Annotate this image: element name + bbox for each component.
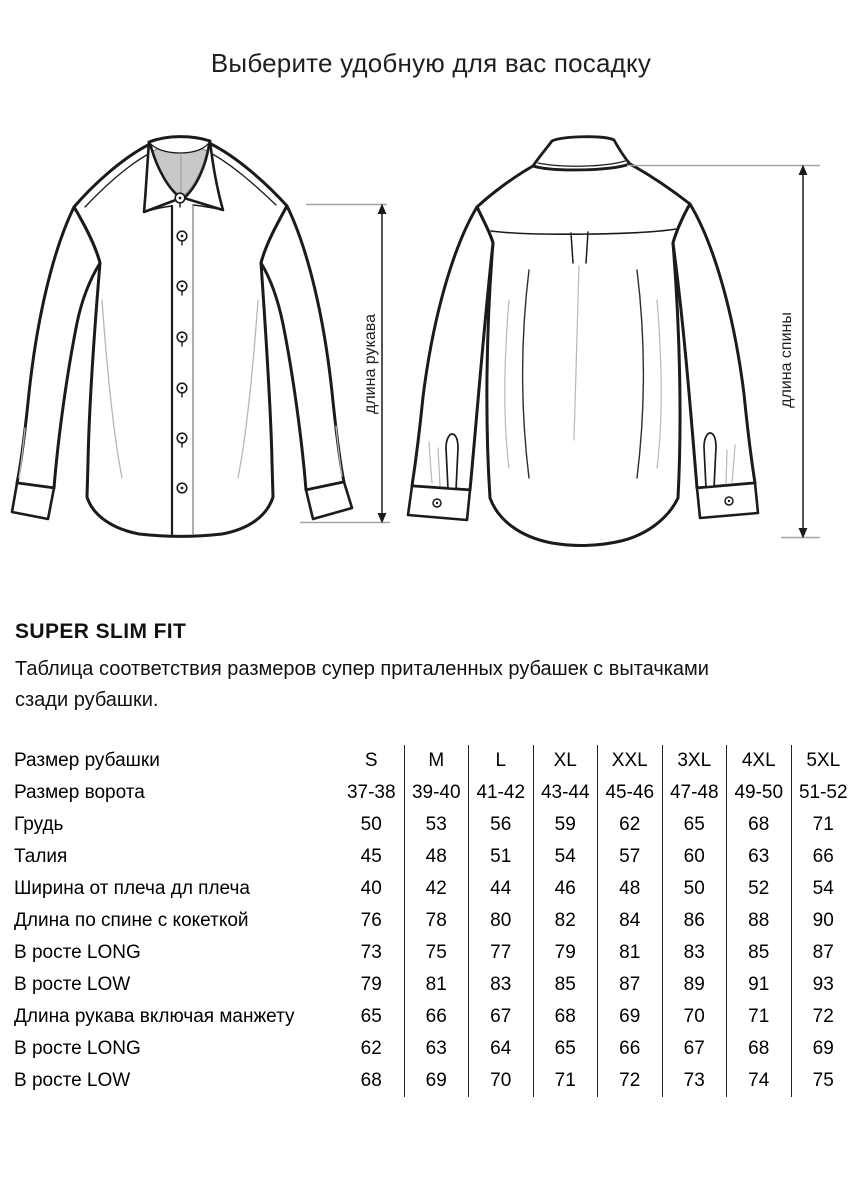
size-cell: 70: [468, 1065, 533, 1097]
table-row: [14, 1033, 855, 1065]
size-cell: 70: [662, 1001, 727, 1033]
fit-description-line1: Таблица соответствия размеров супер приталенных рубашек с вытачками: [15, 658, 709, 680]
size-cell: 77: [468, 937, 533, 969]
size-cell: 68: [726, 809, 791, 841]
size-cell: 80: [468, 905, 533, 937]
size-cell: 73: [360, 942, 382, 963]
size-cell: 62: [597, 809, 662, 841]
size-cell: 60: [662, 841, 727, 873]
front-right-cuff: [306, 482, 352, 519]
row-label: В росте LOW: [14, 1070, 131, 1091]
size-cell: 5XL: [791, 745, 856, 777]
size-cell: 3XL: [662, 745, 727, 777]
size-cell: 48: [597, 873, 662, 905]
size-cell: 40: [360, 878, 382, 899]
table-row: [14, 809, 855, 841]
size-cell: 68: [726, 1033, 791, 1065]
size-cell: 46: [533, 873, 598, 905]
size-cell: 81: [597, 937, 662, 969]
size-cell: 83: [468, 969, 533, 1001]
size-cell: 42: [404, 873, 469, 905]
size-cell: 91: [726, 969, 791, 1001]
size-cell: L: [468, 745, 533, 777]
row-label: Талия: [14, 846, 68, 867]
size-cell: 79: [533, 937, 598, 969]
size-cell: 86: [662, 905, 727, 937]
table-row: [14, 1065, 855, 1097]
size-cell: 83: [662, 937, 727, 969]
size-cell: 73: [662, 1065, 727, 1097]
table-row: [14, 905, 855, 937]
size-cell: 56: [468, 809, 533, 841]
size-cell: 66: [404, 1001, 469, 1033]
size-cell: S: [364, 750, 378, 771]
size-cell: 71: [533, 1065, 598, 1097]
table-row: [14, 777, 855, 809]
size-cell: 50: [360, 814, 382, 835]
size-cell: 4XL: [726, 745, 791, 777]
size-cell: 66: [791, 841, 856, 873]
size-cell: 45-46: [597, 777, 662, 809]
table-row: [14, 937, 855, 969]
size-cell: XXL: [597, 745, 662, 777]
shirt-front-illustration: [12, 137, 352, 537]
shirt-back-illustration: [408, 137, 758, 546]
size-cell: 76: [360, 910, 382, 931]
size-cell: 72: [791, 1001, 856, 1033]
fit-description-line2: сзади рубашки.: [15, 689, 159, 711]
size-cell: 50: [662, 873, 727, 905]
size-cell: 44: [468, 873, 533, 905]
size-cell: 41-42: [468, 777, 533, 809]
row-label: Длина рукава включая манжету: [14, 1006, 295, 1027]
row-label: Длина по спине с кокеткой: [14, 910, 249, 931]
size-cell: 87: [597, 969, 662, 1001]
sleeve-length-label: длина рукава: [362, 314, 379, 414]
size-cell: 51-52: [791, 777, 856, 809]
back-body: [477, 164, 690, 545]
size-cell: 65: [533, 1033, 598, 1065]
size-cell: 52: [726, 873, 791, 905]
front-left-cuff: [12, 483, 54, 519]
table-row: [14, 1001, 855, 1033]
size-cell: 43-44: [533, 777, 598, 809]
table-row: [14, 873, 855, 905]
table-row: [14, 969, 855, 1001]
size-cell: 54: [533, 841, 598, 873]
size-cell: 45: [360, 846, 382, 867]
size-cell: 88: [726, 905, 791, 937]
size-cell: 59: [533, 809, 598, 841]
size-cell: 57: [597, 841, 662, 873]
row-label: Ширина от плеча дл плеча: [14, 878, 250, 899]
size-cell: 87: [791, 937, 856, 969]
size-cell: 48: [404, 841, 469, 873]
size-cell: 65: [662, 809, 727, 841]
size-cell: 82: [533, 905, 598, 937]
size-cell: 47-48: [662, 777, 727, 809]
row-label: В росте LONG: [14, 1038, 141, 1059]
size-cell: 66: [597, 1033, 662, 1065]
back-left-sleeve-placket: [446, 434, 458, 490]
size-table: [14, 745, 855, 1097]
size-cell: 85: [726, 937, 791, 969]
size-cell: 79: [360, 974, 382, 995]
row-label: В росте LONG: [14, 942, 141, 963]
size-cell: 90: [791, 905, 856, 937]
size-cell: 39-40: [404, 777, 469, 809]
table-row: [14, 841, 855, 873]
size-cell: M: [404, 745, 469, 777]
row-label: Размер ворота: [14, 782, 145, 803]
size-cell: 67: [468, 1001, 533, 1033]
size-cell: 71: [791, 809, 856, 841]
size-cell: 68: [360, 1070, 382, 1091]
size-cell: 78: [404, 905, 469, 937]
fit-heading: SUPER SLIM FIT: [15, 620, 187, 643]
page-title: Выберите удобную для вас посадку: [210, 48, 652, 78]
size-cell: 75: [791, 1065, 856, 1097]
size-cell: 37-38: [346, 782, 396, 803]
row-label: В росте LOW: [14, 974, 131, 995]
back-length-label: длина спины: [778, 312, 795, 408]
row-label: Размер рубашки: [14, 750, 160, 771]
size-cell: 69: [597, 1001, 662, 1033]
row-label: Грудь: [14, 814, 64, 835]
size-cell: 49-50: [726, 777, 791, 809]
fit-description: [15, 654, 709, 716]
size-cell: 89: [662, 969, 727, 1001]
size-cell: XL: [533, 745, 598, 777]
size-cell: 74: [726, 1065, 791, 1097]
size-cell: 63: [726, 841, 791, 873]
size-cell: 84: [597, 905, 662, 937]
size-cell: 85: [533, 969, 598, 1001]
size-cell: 64: [468, 1033, 533, 1065]
front-right-sleeve: [261, 206, 344, 490]
size-cell: 65: [360, 1006, 382, 1027]
size-cell: 67: [662, 1033, 727, 1065]
size-cell: 63: [404, 1033, 469, 1065]
size-cell: 71: [726, 1001, 791, 1033]
size-cell: 54: [791, 873, 856, 905]
size-cell: 51: [468, 841, 533, 873]
size-cell: 53: [404, 809, 469, 841]
back-right-sleeve-placket: [704, 433, 716, 488]
size-cell: 69: [791, 1033, 856, 1065]
size-cell: 72: [597, 1065, 662, 1097]
size-cell: 93: [791, 969, 856, 1001]
size-cell: 62: [360, 1038, 382, 1059]
size-cell: 75: [404, 937, 469, 969]
size-cell: 68: [533, 1001, 598, 1033]
size-cell: 81: [404, 969, 469, 1001]
size-cell: 69: [404, 1065, 469, 1097]
table-row: [14, 745, 855, 777]
